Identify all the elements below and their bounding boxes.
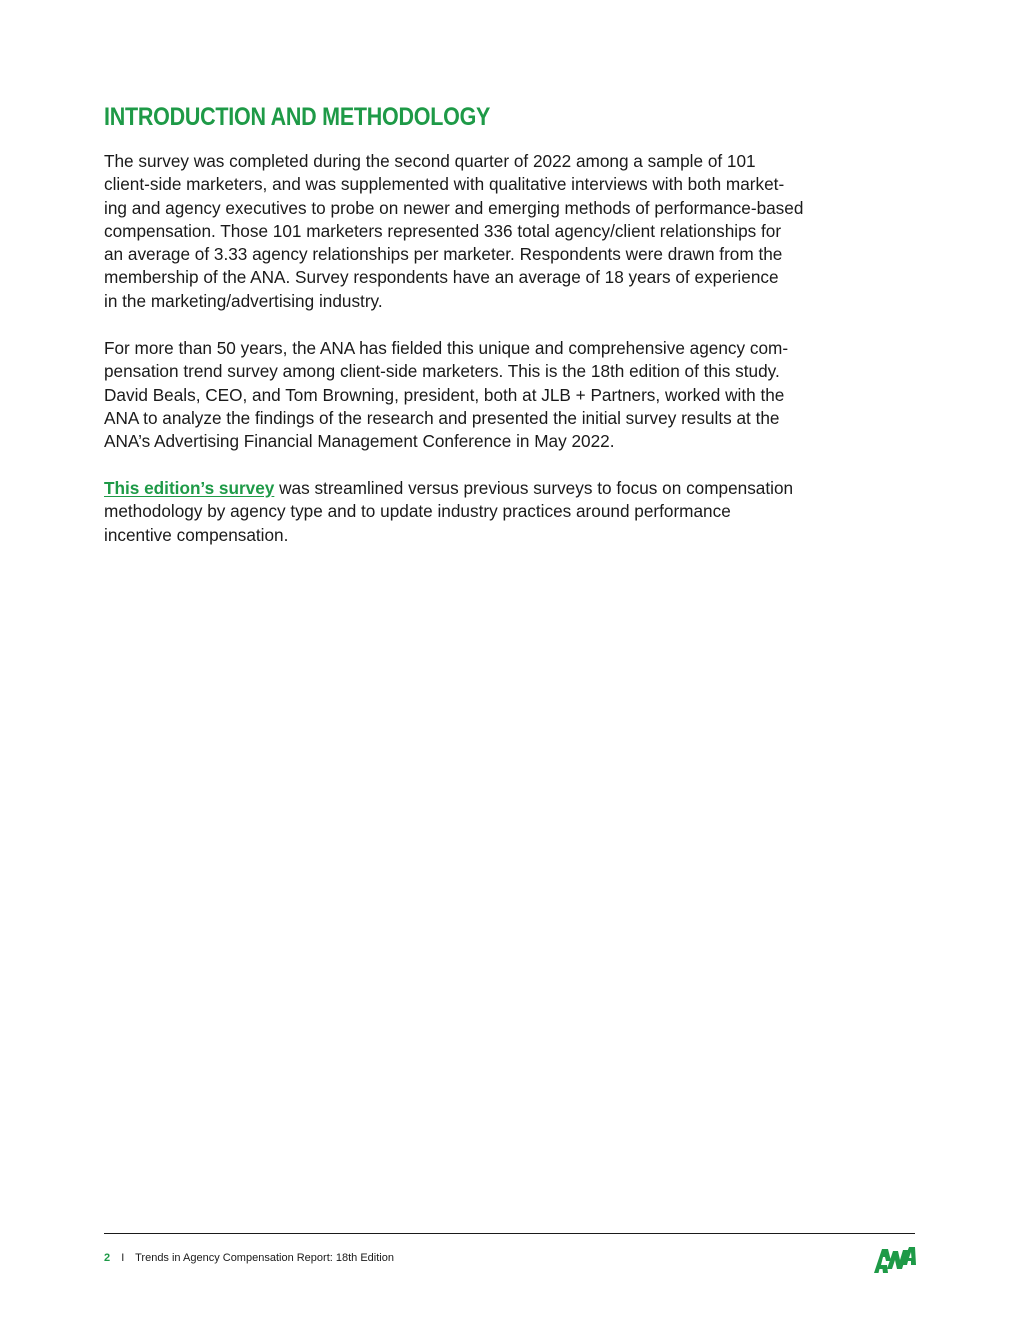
text-line: pensation trend survey among client-side marketers. This is the 18th edition of this study.	[104, 361, 780, 382]
text-line: an average of 3.33 agency relationships per marketer. Respondents were drawn from the	[104, 244, 783, 265]
text-line-rest: was streamlined versus previous surveys to focus on compensation	[274, 478, 794, 498]
text-line: membership of the ANA. Survey respondents have an average of 18 years of experience	[104, 267, 779, 288]
text-line: David Beals, CEO, and Tom Browning, president, both at JLB + Partners, worked with the	[104, 384, 785, 405]
footer-report-title: Trends in Agency Compensation Report: 18th Edition	[135, 1252, 394, 1264]
edition-survey-link[interactable]: This edition’s survey	[104, 478, 275, 498]
paragraph-edition	[104, 477, 793, 547]
footer-separator: I	[121, 1252, 125, 1264]
footer	[104, 1251, 394, 1265]
text-line: The survey was completed during the second quarter of 2022 among a sample of 101	[104, 151, 756, 171]
text-line: methodology by agency type and to update industry practices around performance	[104, 501, 731, 522]
paragraph-methodology	[104, 150, 803, 313]
footer-divider	[104, 1233, 915, 1234]
ana-logo-icon	[874, 1245, 916, 1273]
paragraph-history	[104, 337, 788, 453]
text-line: incentive compensation.	[104, 524, 289, 545]
page-number: 2	[104, 1252, 111, 1264]
text-line: compensation. Those 101 marketers represented 336 total agency/client relationships for	[104, 220, 782, 241]
page-heading: INTRODUCTION AND METHODOLOGY	[104, 103, 491, 131]
text-line: ANA to analyze the findings of the research and presented the initial survey results at the	[104, 407, 780, 428]
text-line	[104, 477, 793, 500]
text-line: client-side marketers, and was supplemented with qualitative interviews with both market-	[104, 174, 785, 195]
text-line: ANA’s Advertising Financial Management Conference in May 2022.	[104, 431, 615, 452]
text-line: in the marketing/advertising industry.	[104, 290, 383, 311]
text-line: ing and agency executives to probe on newer and emerging methods of performance-based	[104, 197, 804, 218]
text-line: For more than 50 years, the ANA has fielded this unique and comprehensive agency com-	[104, 338, 789, 358]
